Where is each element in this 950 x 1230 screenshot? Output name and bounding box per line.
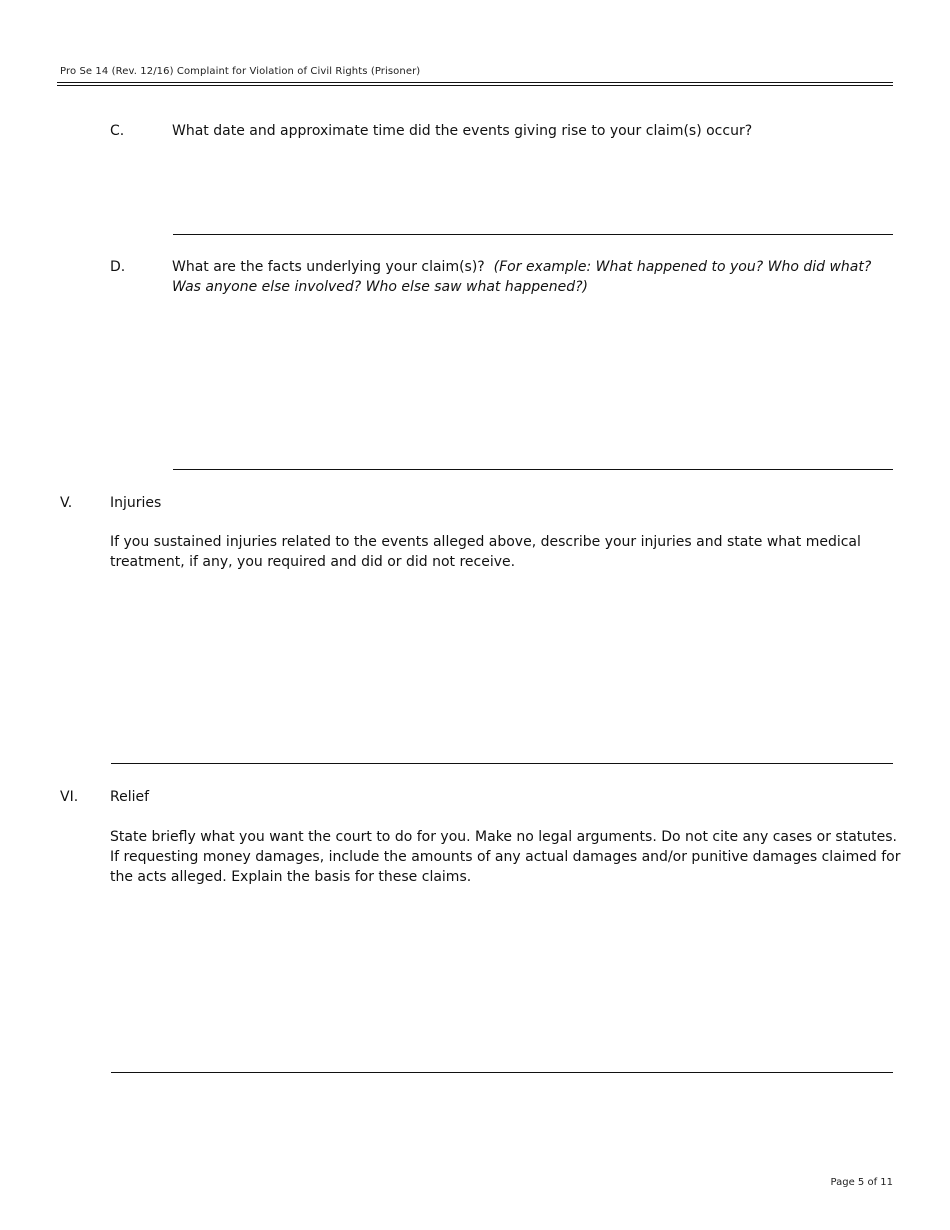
injuries-answer-line[interactable] (111, 763, 893, 764)
header-double-rule (57, 82, 893, 86)
page-number: Page 5 of 11 (830, 1177, 893, 1188)
item-c-answer-line[interactable] (173, 234, 893, 235)
relief-instruction-line1: State briefly what you want the court to do for you. Make no legal arguments. Do not cite any cases or statutes. (110, 829, 898, 845)
relief-instruction-line2: If requesting money damages, include the amounts of any actual damages and/or punitive damages claimed for (110, 849, 901, 865)
item-d-label: D. (110, 259, 126, 275)
item-c-label: C. (110, 123, 125, 139)
section-vi-number: VI. (60, 789, 79, 805)
relief-instruction-line3: the acts alleged. Explain the basis for these claims. (110, 869, 472, 885)
item-d-answer-line[interactable] (173, 469, 893, 470)
injuries-instruction-line1: If you sustained injuries related to the events alleged above, describe your injuries and state what medical (110, 534, 861, 550)
section-v-number: V. (60, 495, 73, 511)
item-d-example-line1: (For example: What happened to you? Who did what? (493, 259, 872, 275)
section-vi-title: Relief (110, 789, 150, 805)
item-c-question: What date and approximate time did the events giving rise to your claim(s) occur? (172, 123, 753, 139)
item-d-example-line2: Was anyone else involved? Who else saw what happened?) (172, 279, 588, 295)
item-d-question-line1 (172, 257, 871, 277)
form-header-title: Pro Se 14 (Rev. 12/16) Complaint for Violation of Civil Rights (Prisoner) (60, 66, 421, 77)
section-v-title: Injuries (110, 495, 162, 511)
injuries-instruction-line2: treatment, if any, you required and did or did not receive. (110, 554, 516, 570)
item-d-question: What are the facts underlying your claim(s)? (172, 259, 485, 275)
relief-answer-line[interactable] (111, 1072, 893, 1073)
